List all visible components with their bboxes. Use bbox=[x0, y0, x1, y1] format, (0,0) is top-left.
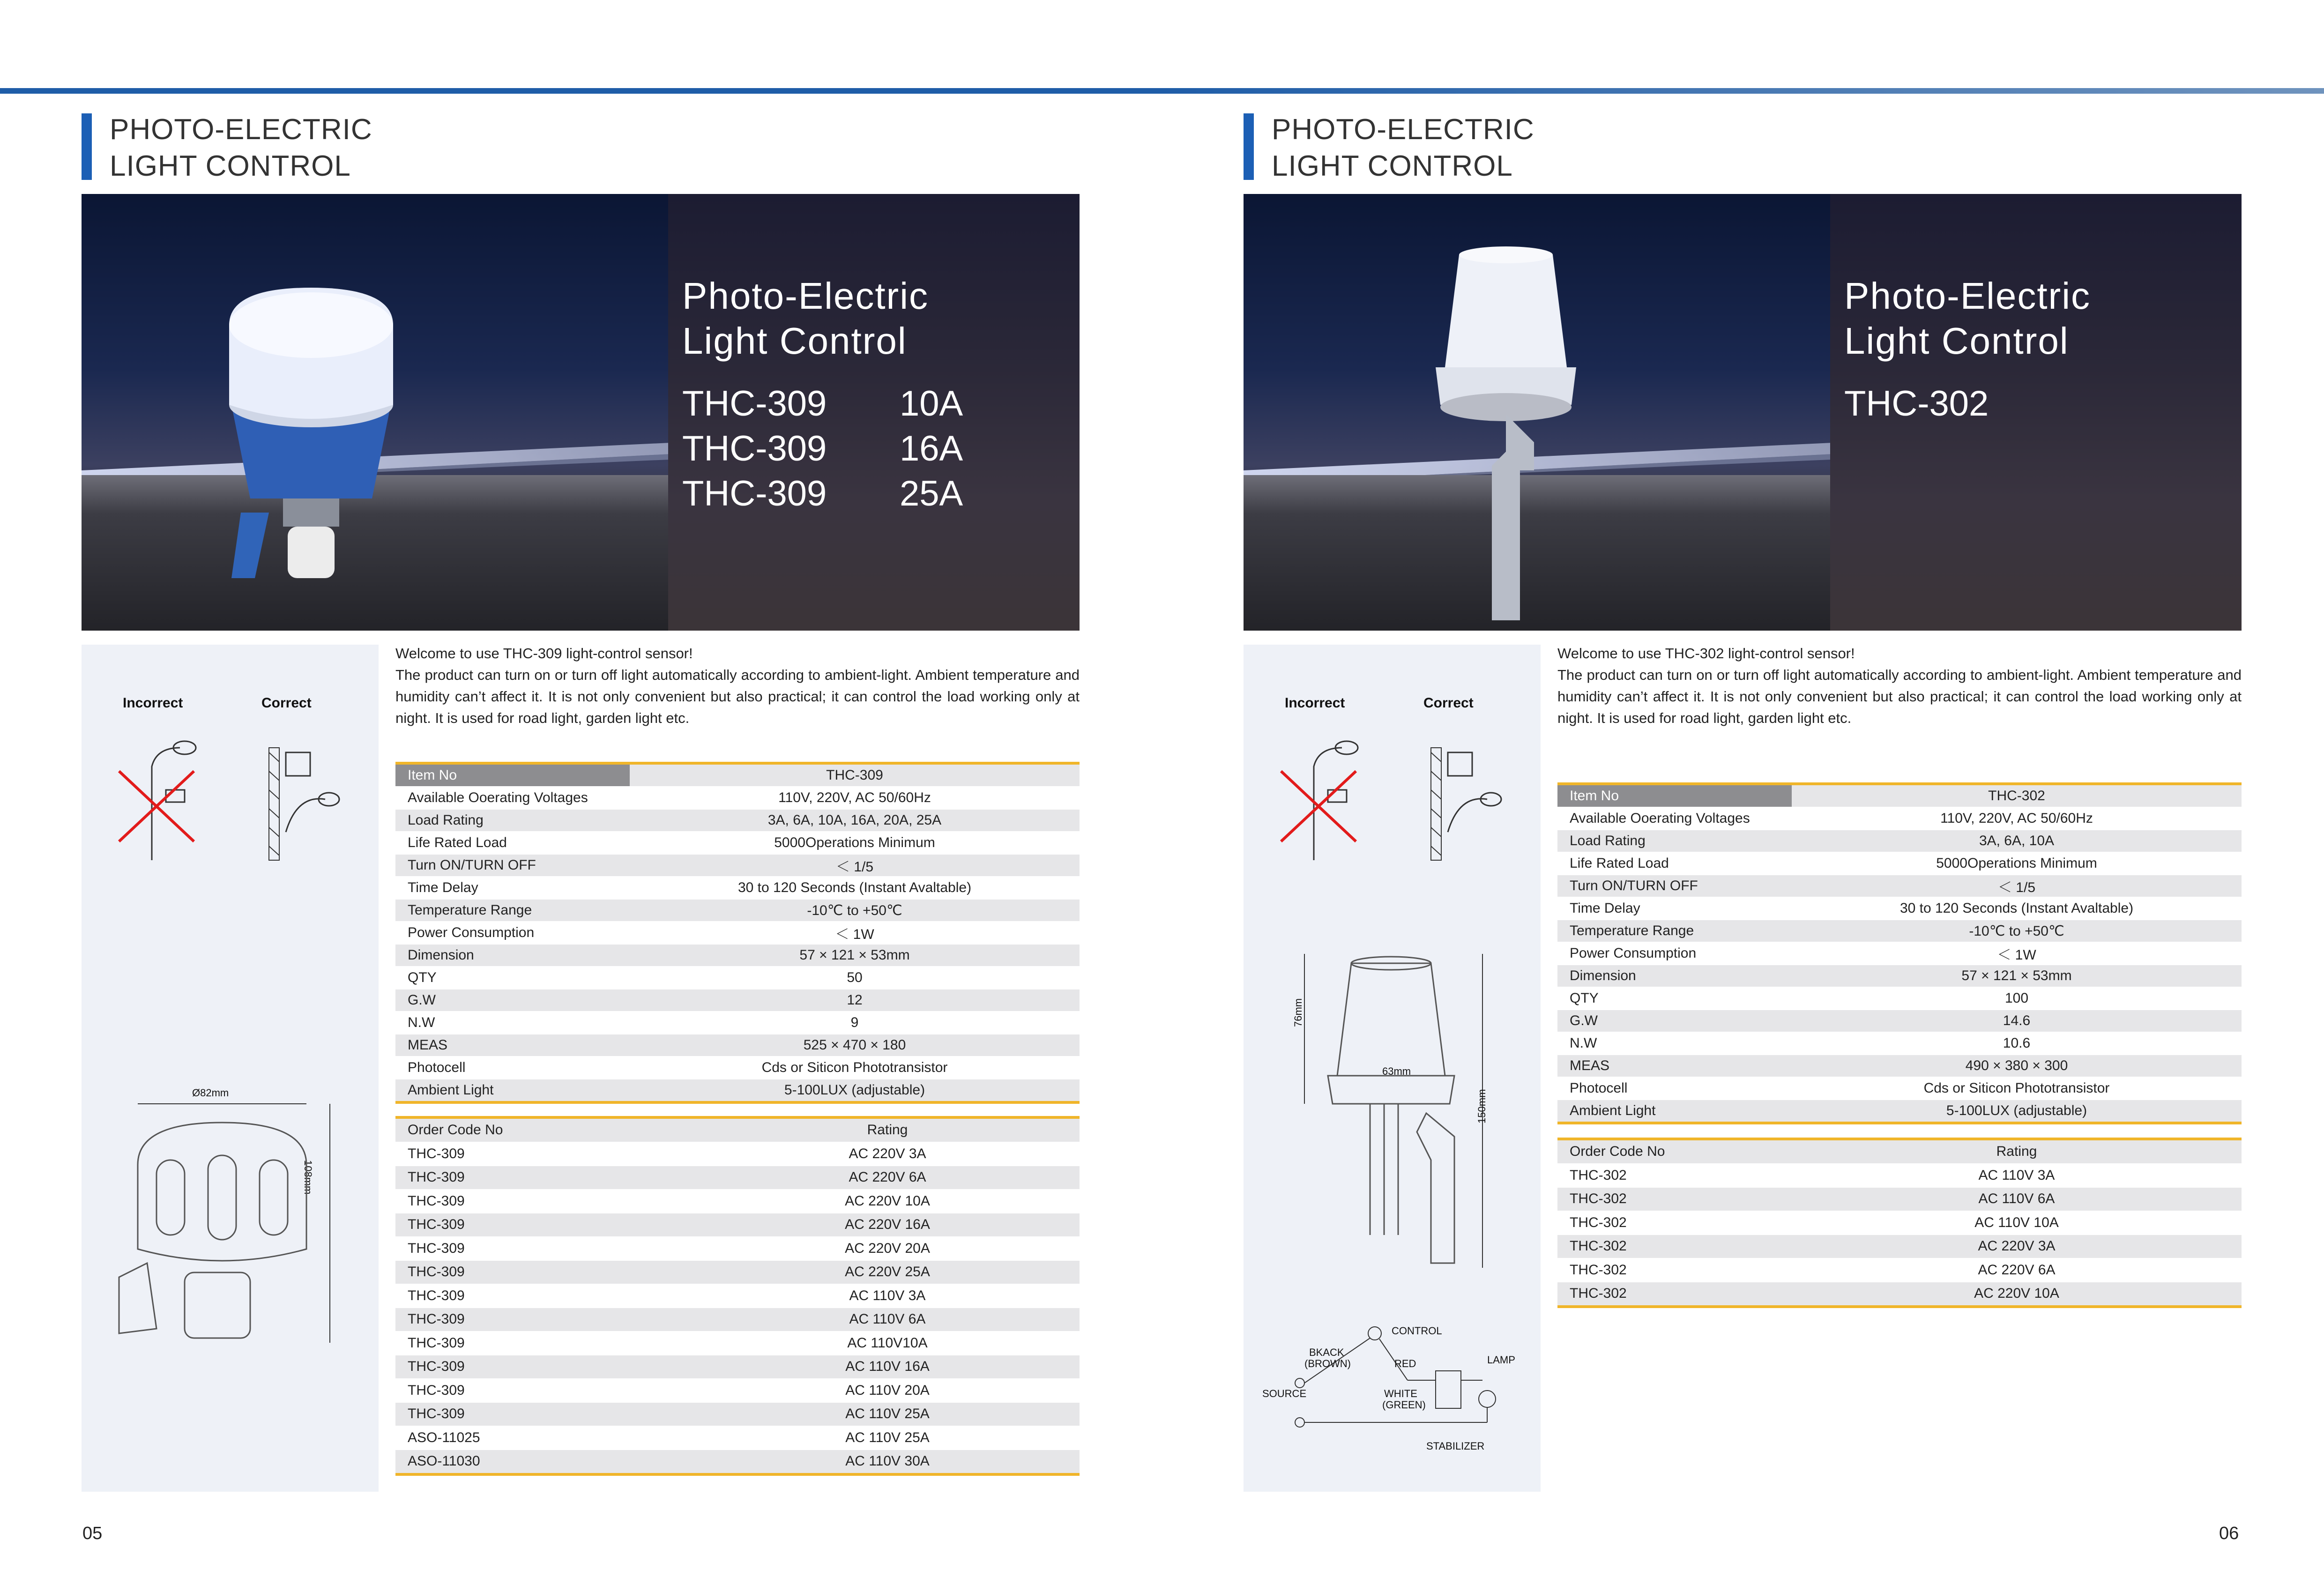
wiring-green: (GREEN) bbox=[1382, 1399, 1426, 1411]
row-value: -10℃ to +50℃ bbox=[630, 899, 1080, 922]
row-label: THC-309 bbox=[395, 1190, 695, 1213]
product-description: Welcome to use THC-302 light-control sensor! The product can turn on or turn off light automatically according to ambient-light. Ambient temperature and humidity can’t affect it. It is not only convenient but also practical; it can control the load working only at night. It is used for road light, garden light etc. bbox=[1557, 645, 2242, 726]
row-value: 30 to 120 Seconds (Instant Avaltable) bbox=[630, 877, 1080, 899]
row-value: AC 110V 6A bbox=[1792, 1187, 2242, 1211]
dimension-width: 63mm bbox=[1382, 1065, 1411, 1077]
row-value: 110V, 220V, AC 50/60Hz bbox=[1792, 807, 2242, 830]
row-label: Available Ooerating Voltages bbox=[1557, 807, 1792, 830]
spec-row bbox=[1557, 1055, 2242, 1077]
spec-row bbox=[395, 1012, 1080, 1034]
row-value: 14.6 bbox=[1792, 1010, 2242, 1032]
row-label: Item No bbox=[395, 763, 630, 787]
spec-row bbox=[1557, 920, 2242, 942]
wiring-source: SOURCE bbox=[1262, 1388, 1307, 1399]
row-value: 110V, 220V, AC 50/60Hz bbox=[630, 787, 1080, 809]
row-value: AC 110V 20A bbox=[695, 1379, 1080, 1403]
row-label: Power Consumption bbox=[395, 922, 630, 944]
row-value: AC 110V 16A bbox=[695, 1355, 1080, 1379]
order-row bbox=[395, 1142, 1080, 1166]
spec-row bbox=[1557, 1100, 2242, 1123]
spec-row bbox=[1557, 1032, 2242, 1055]
row-value: 30 to 120 Seconds (Instant Avaltable) bbox=[1792, 897, 2242, 920]
order-row bbox=[395, 1355, 1080, 1379]
order-row bbox=[395, 1260, 1080, 1284]
spec-row bbox=[395, 763, 1080, 787]
row-value: AC 220V 6A bbox=[1792, 1258, 2242, 1282]
sensor-thc302-icon bbox=[1422, 245, 1590, 620]
row-label: G.W bbox=[395, 989, 630, 1012]
row-label: Power Consumption bbox=[1557, 942, 1792, 965]
row-label: MEAS bbox=[1557, 1055, 1792, 1077]
row-value: AC 110V 3A bbox=[1792, 1164, 2242, 1188]
spec-row bbox=[395, 832, 1080, 854]
row-value: AC 220V 6A bbox=[695, 1166, 1080, 1190]
row-label: Time Delay bbox=[1557, 897, 1792, 920]
wiring-lamp: LAMP bbox=[1487, 1354, 1515, 1366]
row-label: G.W bbox=[1557, 1010, 1792, 1032]
hero-model-row: THC-309 16A bbox=[682, 429, 963, 469]
spec-row bbox=[1557, 1077, 2242, 1100]
row-value: Cds or Siticon Phototransistor bbox=[630, 1056, 1080, 1079]
installation-diagram bbox=[1262, 729, 1525, 870]
spec-row bbox=[395, 1056, 1080, 1079]
row-value: 50 bbox=[630, 967, 1080, 989]
order-row bbox=[1557, 1164, 2242, 1188]
row-value: AC 220V 16A bbox=[695, 1213, 1080, 1237]
order-row bbox=[395, 1332, 1080, 1355]
spec-row bbox=[395, 1034, 1080, 1056]
spec-row bbox=[395, 1079, 1080, 1102]
order-row bbox=[395, 1166, 1080, 1190]
row-label: ASO-11025 bbox=[395, 1426, 695, 1450]
dimension-height: 76mm bbox=[1292, 998, 1304, 1027]
order-row bbox=[1557, 1282, 2242, 1307]
dimension-height: 108mm bbox=[302, 1160, 314, 1195]
order-row bbox=[1557, 1258, 2242, 1282]
row-label: THC-309 bbox=[395, 1284, 695, 1308]
order-row bbox=[395, 1190, 1080, 1213]
order-table bbox=[395, 1116, 1080, 1476]
row-label: THC-302 bbox=[1557, 1235, 1792, 1258]
spec-row bbox=[1557, 875, 2242, 897]
dimension-diameter: Ø82mm bbox=[192, 1087, 229, 1099]
row-value: AC 110V 25A bbox=[695, 1426, 1080, 1450]
spec-row bbox=[395, 967, 1080, 989]
hero-banner bbox=[82, 194, 1080, 631]
order-header-row bbox=[395, 1117, 1080, 1142]
title-accent-bar bbox=[82, 113, 92, 180]
correct-label: Correct bbox=[261, 695, 312, 711]
header-rating: Rating bbox=[1792, 1139, 2242, 1164]
row-label: THC-302 bbox=[1557, 1282, 1792, 1307]
row-value: AC 110V 30A bbox=[695, 1450, 1080, 1474]
incorrect-label: Incorrect bbox=[1285, 695, 1345, 711]
order-row bbox=[395, 1379, 1080, 1403]
row-value: 12 bbox=[630, 989, 1080, 1012]
row-label: MEAS bbox=[395, 1034, 630, 1056]
spec-row bbox=[395, 787, 1080, 809]
row-label: THC-309 bbox=[395, 1402, 695, 1426]
row-label: QTY bbox=[395, 967, 630, 989]
page-number: 05 bbox=[82, 1524, 103, 1543]
spec-row bbox=[395, 877, 1080, 899]
hero-heading: Photo-Electric Light Control bbox=[1844, 275, 2091, 362]
spec-row bbox=[1557, 807, 2242, 830]
row-value: 5-100LUX (adjustable) bbox=[1792, 1100, 2242, 1123]
row-value: AC 220V 10A bbox=[1792, 1282, 2242, 1307]
row-label: Temperature Range bbox=[1557, 920, 1792, 942]
wiring-stabilizer: STABILIZER bbox=[1426, 1440, 1485, 1452]
header-code: Order Code No bbox=[1557, 1139, 1792, 1164]
sensor-thc309-drawing bbox=[110, 1094, 353, 1357]
hero-model-row: THC-302 bbox=[1844, 384, 1989, 424]
dimension-total: 150mm bbox=[1476, 1089, 1488, 1123]
install-sidebar bbox=[1244, 645, 1541, 1492]
page-title: PHOTO-ELECTRIC LIGHT CONTROL bbox=[110, 113, 372, 182]
order-row bbox=[395, 1402, 1080, 1426]
row-label: THC-309 bbox=[395, 1213, 695, 1237]
row-label: THC-309 bbox=[395, 1308, 695, 1332]
row-label: Turn ON/TURN OFF bbox=[1557, 875, 1792, 897]
row-label: THC-309 bbox=[395, 1166, 695, 1190]
row-value: AC 110V 10A bbox=[1792, 1211, 2242, 1235]
order-row bbox=[395, 1308, 1080, 1332]
row-value: AC 220V 3A bbox=[695, 1142, 1080, 1166]
order-row bbox=[1557, 1211, 2242, 1235]
spec-row bbox=[395, 854, 1080, 877]
row-label: THC-309 bbox=[395, 1332, 695, 1355]
row-label: Ambient Light bbox=[1557, 1100, 1792, 1123]
spec-row bbox=[1557, 784, 2242, 807]
hero-banner bbox=[1244, 194, 2242, 631]
row-value: ＜ 1W bbox=[630, 922, 1080, 944]
spec-table bbox=[1557, 782, 2242, 1124]
sensor-thc309-icon bbox=[213, 278, 410, 606]
row-value: 5000Operations Minimum bbox=[1792, 852, 2242, 875]
row-value: AC 220V 20A bbox=[695, 1237, 1080, 1261]
row-label: THC-302 bbox=[1557, 1211, 1792, 1235]
row-label: QTY bbox=[1557, 987, 1792, 1010]
row-label: THC-309 bbox=[395, 1237, 695, 1261]
spec-row bbox=[395, 899, 1080, 922]
order-header-row bbox=[1557, 1139, 2242, 1164]
row-label: Life Rated Load bbox=[1557, 852, 1792, 875]
row-value: 525 × 470 × 180 bbox=[630, 1034, 1080, 1056]
row-label: Time Delay bbox=[395, 877, 630, 899]
row-value: 5000Operations Minimum bbox=[630, 832, 1080, 854]
wiring-white: WHITE bbox=[1384, 1388, 1417, 1399]
row-value: AC 220V 10A bbox=[695, 1190, 1080, 1213]
hero-model-row: THC-309 25A bbox=[682, 474, 963, 513]
spec-row bbox=[395, 922, 1080, 944]
row-label: N.W bbox=[395, 1012, 630, 1034]
spec-row bbox=[1557, 897, 2242, 920]
row-value: 5-100LUX (adjustable) bbox=[630, 1079, 1080, 1102]
incorrect-label: Incorrect bbox=[123, 695, 183, 711]
spec-row bbox=[1557, 852, 2242, 875]
row-label: THC-302 bbox=[1557, 1164, 1792, 1188]
page-number: 06 bbox=[2219, 1524, 2239, 1543]
row-label: THC-309 bbox=[395, 1142, 695, 1166]
row-value: THC-302 bbox=[1792, 784, 2242, 807]
row-value: AC 220V 3A bbox=[1792, 1235, 2242, 1258]
row-value: AC 110V 6A bbox=[695, 1308, 1080, 1332]
page-title: PHOTO-ELECTRIC LIGHT CONTROL bbox=[1272, 113, 1534, 182]
row-label: THC-309 bbox=[395, 1355, 695, 1379]
page-right bbox=[1162, 0, 2324, 1577]
row-value: 3A, 6A, 10A, 16A, 20A, 25A bbox=[630, 809, 1080, 832]
header-code: Order Code No bbox=[395, 1117, 695, 1142]
order-row bbox=[395, 1284, 1080, 1308]
row-label: THC-302 bbox=[1557, 1187, 1792, 1211]
row-value: AC 110V 25A bbox=[695, 1402, 1080, 1426]
row-value: 57 × 121 × 53mm bbox=[630, 944, 1080, 967]
wiring-red: RED bbox=[1394, 1358, 1416, 1369]
hero-model-row: THC-309 10A bbox=[682, 384, 963, 424]
row-label: Temperature Range bbox=[395, 899, 630, 922]
row-value: AC 220V 25A bbox=[695, 1260, 1080, 1284]
installation-diagram bbox=[100, 729, 363, 870]
row-label: N.W bbox=[1557, 1032, 1792, 1055]
row-value: 490 × 380 × 300 bbox=[1792, 1055, 2242, 1077]
order-row bbox=[1557, 1235, 2242, 1258]
row-value: ＜ 1/5 bbox=[1792, 875, 2242, 897]
spec-row bbox=[1557, 830, 2242, 852]
order-row bbox=[395, 1450, 1080, 1474]
title-accent-bar bbox=[1244, 113, 1254, 180]
row-label: Ambient Light bbox=[395, 1079, 630, 1102]
row-value: 57 × 121 × 53mm bbox=[1792, 965, 2242, 987]
order-row bbox=[1557, 1187, 2242, 1211]
row-label: Available Ooerating Voltages bbox=[395, 787, 630, 809]
order-row bbox=[395, 1237, 1080, 1261]
row-label: Load Rating bbox=[395, 809, 630, 832]
correct-label: Correct bbox=[1423, 695, 1474, 711]
spec-table bbox=[395, 762, 1080, 1104]
row-value: THC-309 bbox=[630, 763, 1080, 787]
wiring-diagram bbox=[1286, 1319, 1506, 1451]
row-label: Photocell bbox=[1557, 1077, 1792, 1100]
wiring-black: BKACK bbox=[1309, 1346, 1344, 1358]
row-label: Turn ON/TURN OFF bbox=[395, 854, 630, 877]
wiring-brown: (BROWN) bbox=[1304, 1358, 1351, 1369]
spec-row bbox=[1557, 1010, 2242, 1032]
row-label: THC-309 bbox=[395, 1260, 695, 1284]
install-sidebar bbox=[82, 645, 379, 1492]
hero-heading: Photo-Electric Light Control bbox=[682, 275, 929, 362]
order-row bbox=[395, 1426, 1080, 1450]
row-label: THC-309 bbox=[395, 1379, 695, 1403]
spec-row bbox=[395, 989, 1080, 1012]
spec-row bbox=[1557, 987, 2242, 1010]
order-table bbox=[1557, 1138, 2242, 1308]
row-value: 10.6 bbox=[1792, 1032, 2242, 1055]
row-label: Dimension bbox=[1557, 965, 1792, 987]
row-label: ASO-11030 bbox=[395, 1450, 695, 1474]
row-label: Photocell bbox=[395, 1056, 630, 1079]
row-value: 100 bbox=[1792, 987, 2242, 1010]
row-value: -10℃ to +50℃ bbox=[1792, 920, 2242, 942]
row-value: ＜ 1W bbox=[1792, 942, 2242, 965]
spec-row bbox=[1557, 942, 2242, 965]
row-label: Load Rating bbox=[1557, 830, 1792, 852]
row-label: Item No bbox=[1557, 784, 1792, 807]
product-description: Welcome to use THC-309 light-control sensor! The product can turn on or turn off light automatically according to ambient-light. Ambient temperature and humidity can’t affect it. It is not only convenient but also practical; it can control the load working only at night. It is used for road light, garden light etc. bbox=[395, 645, 1080, 726]
spec-row bbox=[395, 809, 1080, 832]
row-label: Dimension bbox=[395, 944, 630, 967]
row-label: THC-302 bbox=[1557, 1258, 1792, 1282]
order-row bbox=[395, 1213, 1080, 1237]
spec-row bbox=[1557, 965, 2242, 987]
row-label: Life Rated Load bbox=[395, 832, 630, 854]
row-value: 9 bbox=[630, 1012, 1080, 1034]
spec-row bbox=[395, 944, 1080, 967]
row-value: AC 110V10A bbox=[695, 1332, 1080, 1355]
header-rating: Rating bbox=[695, 1117, 1080, 1142]
row-value: 3A, 6A, 10A bbox=[1792, 830, 2242, 852]
row-value: ＜ 1/5 bbox=[630, 854, 1080, 877]
row-value: Cds or Siticon Phototransistor bbox=[1792, 1077, 2242, 1100]
row-value: AC 110V 3A bbox=[695, 1284, 1080, 1308]
wiring-control: CONTROL bbox=[1392, 1325, 1442, 1337]
